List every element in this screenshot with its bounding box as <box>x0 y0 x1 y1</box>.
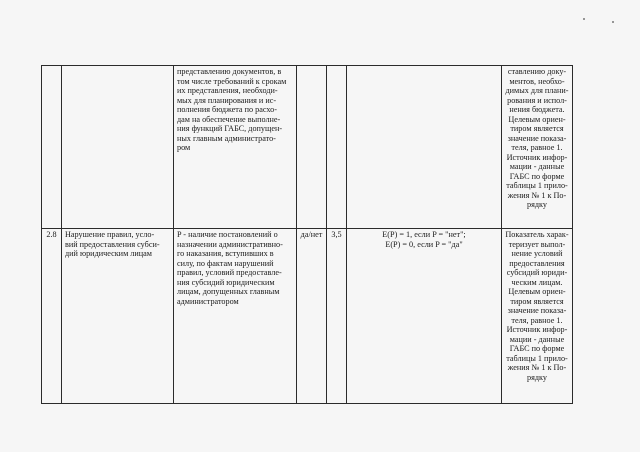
criterion-cell: P - наличие постановлений о назначении административно- го наказания, вступивших в силу, по фактам нарушений правил, условий предоставле- ния субсидий юридическим лицам, допущенных главным администратором <box>174 229 297 404</box>
scan-speck <box>583 18 585 20</box>
table-row <box>42 229 573 404</box>
criterion-cell: представлению документов, в том числе требований к срокам их представления, необходи- мых для планирования и ис- полнения бюджета по расхо- дам на обеспечение выполне- ния функций ГАБС, допущен- ных главным администрато- ром <box>174 66 297 229</box>
description-cell: ставлению доку- ментов, необхо- димых для плани- рования и испол- нения бюджета. Целевым ориен- тиром является значение показа- теля, равное 1. Источник инфор- мации - данные ГАБС по форме таблицы 1 прило- жения № 1 к По- рядку <box>502 66 573 229</box>
unit-cell: да/нет <box>297 229 327 404</box>
row-number-cell <box>42 66 62 229</box>
row-number-cell: 2.8 <box>42 229 62 404</box>
weight-cell: 3,5 <box>327 229 347 404</box>
table-row <box>42 66 573 229</box>
indicator-name-cell <box>62 66 174 229</box>
unit-cell <box>297 66 327 229</box>
description-cell: Показатель харак- теризует выпол- нение условий предоставления субсидий юриди- ческим лицам. Целевым ориен- тиром является значение показа- теля, равное 1. Источник инфор- мации - данные ГАБС по форме таблицы 1 прило- жения № 1 к По- рядку <box>502 229 573 404</box>
formula-cell: E(P) = 1, если P = "нет"; E(P) = 0, если P = "да" <box>347 229 502 404</box>
weight-cell <box>327 66 347 229</box>
scan-speck <box>612 21 614 23</box>
indicator-name-cell: Нарушение правил, усло- вий предоставления субси- дий юридическим лицам <box>62 229 174 404</box>
formula-cell <box>347 66 502 229</box>
indicator-table <box>41 65 573 404</box>
